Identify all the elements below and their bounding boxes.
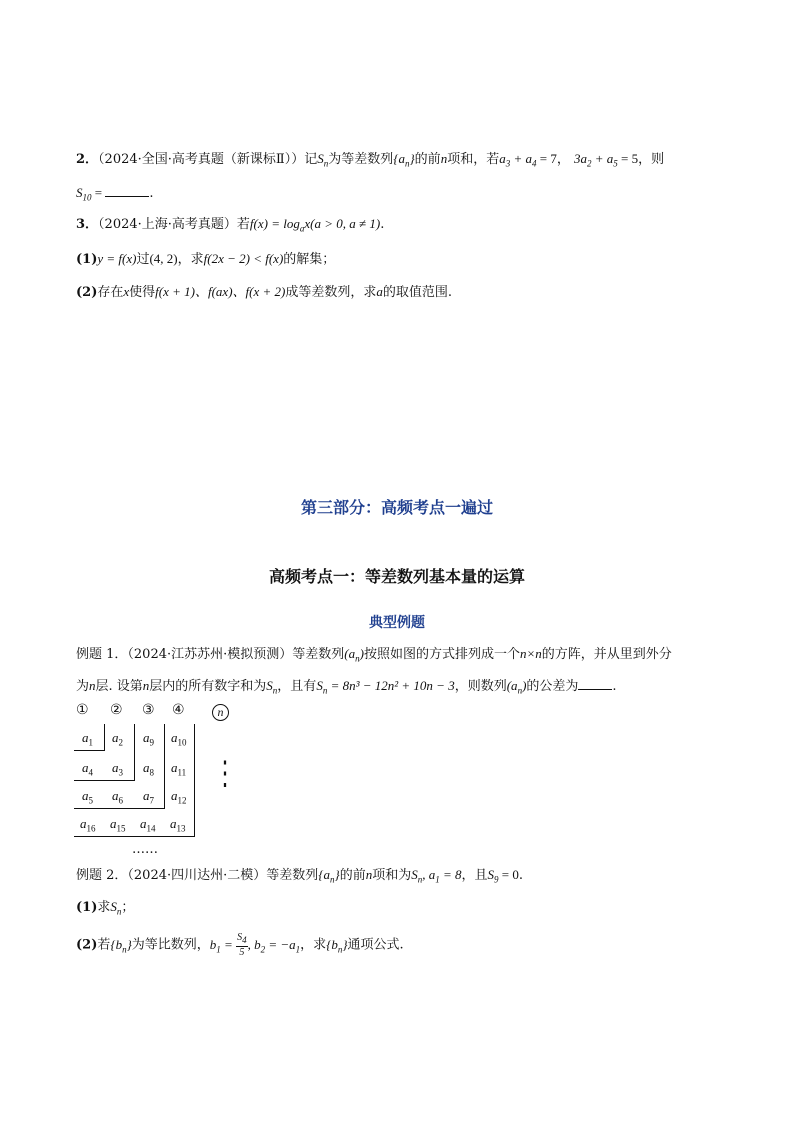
ex1-text: 层内的所有数字和为: [149, 679, 267, 694]
ex1-nn: n×n: [519, 646, 542, 661]
cell-index: 7: [149, 795, 154, 806]
ex1-text: 的公差为: [526, 679, 579, 694]
matrix-cell: $a_{16}$: [80, 816, 96, 834]
ex2-text: 等差数列: [266, 868, 319, 883]
ex2-part1-text: 求: [97, 900, 111, 915]
matrix-figure: [70, 702, 250, 862]
ex2-part2-text: ，求: [300, 937, 327, 953]
q2-text: 的前: [414, 152, 441, 167]
cell-index: 6: [118, 795, 123, 806]
cell-index: 8: [149, 767, 154, 778]
ex2-text: 的前: [339, 868, 366, 883]
matrix-cell: $a_3$: [112, 760, 123, 778]
matrix-cell: $a_2$: [112, 730, 123, 748]
ex1-text: ，且有: [277, 679, 317, 694]
ex2-part2-b1: $b_1$ =: [209, 936, 237, 955]
ex2-eq: = 0: [498, 867, 519, 882]
matrix-cell: $a_6$: [112, 788, 123, 806]
q2-an: $\{a_n\}$: [393, 151, 415, 169]
matrix-cell: $a_1$: [82, 730, 93, 748]
q2-s10-sub: 10: [82, 192, 92, 203]
cell-index: 2: [118, 737, 123, 748]
q3-part1-math: y = f(x): [97, 251, 137, 266]
ex2-part1: [76, 898, 134, 921]
layer2-bottom: [74, 780, 134, 781]
ex1-text: ，则数列: [454, 679, 507, 694]
ex2-part1-sn: $S_n$: [110, 899, 122, 917]
ex1-end: .: [612, 679, 617, 694]
cell-index: 1: [88, 737, 93, 748]
cell-index: 10: [177, 737, 187, 748]
matrix-cell: $a_{10}$: [171, 730, 187, 748]
answer-blank: [578, 677, 612, 690]
q2-end: .: [149, 186, 154, 201]
matrix-cell: $a_{12}$: [171, 788, 187, 806]
ex2-text: ，且: [461, 868, 488, 883]
q2-eq: =: [91, 185, 106, 200]
ex1-sn: $S_n$: [266, 678, 278, 696]
q3-part2-text: 的取值范围.: [382, 285, 452, 300]
layer-label: ④: [172, 702, 185, 718]
ex2-end: .: [518, 868, 523, 883]
ex1-an: $(a_n)$: [506, 678, 527, 696]
matrix-cell: $a_{14}$: [140, 816, 156, 834]
ex2-eq: = 8: [439, 867, 462, 882]
topic-title: 高频考点一：等差数列基本量的运算: [268, 567, 525, 586]
cell-index: 4: [88, 767, 93, 778]
q2-cond1: $a_3 + a_4$: [499, 151, 537, 169]
layer4-right: [194, 724, 195, 837]
layer-label-n: [212, 704, 229, 721]
ex1-eq: = 8n³ − 12n² + 10n − 3: [327, 678, 455, 693]
ex1-line1: [76, 645, 672, 668]
ex1-text: 为: [76, 679, 90, 694]
vertical-ellipsis: ⋮: [214, 755, 236, 793]
ex1-text: 等差数列: [292, 647, 345, 662]
layer4-bottom: [74, 836, 194, 837]
ex1-text: 的方阵，并从里到外分: [541, 647, 672, 662]
ex1-n: n: [142, 678, 150, 693]
layer-label: ②: [110, 702, 123, 718]
q3-part2-math: a: [376, 284, 383, 299]
q2-eq: = 5，则: [617, 151, 665, 166]
q2-line1: [76, 150, 664, 173]
ex2-n: n: [365, 867, 373, 882]
q2-s10: [76, 185, 92, 203]
q3-func-sub: a: [299, 223, 305, 234]
q2-s10-letter: S: [76, 185, 83, 200]
q2-line2: [76, 184, 153, 207]
q2-text: 项和，若: [447, 152, 500, 167]
horizontal-ellipsis: ……: [132, 842, 158, 857]
q3-part2-text: 成等差数列，求: [285, 285, 377, 300]
q3-part2: [76, 283, 452, 302]
q3-part1-text: 过: [136, 252, 150, 267]
ex1-source: （2024·江苏苏州·模拟预测）: [127, 647, 293, 662]
layer3-bottom: [74, 808, 164, 809]
q3-part1-text: ，求: [177, 252, 204, 267]
ex2-part2-b2: , $b_2 = -a_1$: [247, 936, 301, 955]
q3-end: .: [380, 217, 385, 232]
matrix-cell: $a_7$: [143, 788, 154, 806]
ex2-part2-bn: $\{b_n\}$: [326, 936, 348, 955]
cell-index: 15: [116, 823, 126, 834]
q3-part1-label: (1): [76, 252, 98, 267]
layer3-right: [164, 724, 165, 809]
cell-index: 3: [118, 767, 123, 778]
ex2-part2-text: 通项公式.: [347, 937, 404, 953]
cell-index: 14: [146, 823, 156, 834]
q2-number: 2．: [76, 152, 99, 167]
q2-eq: = 7，: [536, 151, 570, 166]
q3-part1-text: 的解集；: [283, 252, 336, 267]
q3-text: 若: [236, 217, 250, 232]
ex2-part1-label: (1): [76, 900, 98, 915]
layer1-right: [104, 724, 105, 751]
ex2-part2-text: 若: [97, 937, 111, 953]
ex1-sn: $S_n$: [316, 678, 328, 696]
q3-func-a: f(x) = log: [249, 216, 300, 231]
ex1-label: 例题 1．: [76, 647, 128, 662]
q3-part2-label: (2): [76, 285, 98, 300]
cell-index: 13: [176, 823, 186, 834]
ex2-line1: [76, 866, 523, 889]
q3-func: [249, 216, 381, 234]
ex2-a1: a: [428, 867, 436, 882]
layer-label: ③: [142, 702, 155, 718]
q3-part2-text: 存在: [97, 285, 124, 300]
answer-blank: [105, 184, 149, 197]
ex2-source: （2024·四川达州·二模）: [127, 868, 267, 883]
q3-part2-math: x: [123, 284, 130, 299]
q3-part2-math: f(x + 1)、f(ax)、f(x + 2): [155, 284, 286, 299]
ex2-part1-end: ；: [121, 900, 135, 915]
layer1-bottom: [74, 750, 104, 751]
q3-part1: [76, 250, 335, 269]
layer-label-n-text: n: [217, 705, 224, 719]
ex1-text: 层. 设第: [95, 679, 143, 694]
ex2-cond: $S_n$, $a_1 = 8$: [411, 867, 462, 885]
ex2-part2-bn: $\{b_n\}$: [110, 936, 132, 955]
q2-text: 为等差数列: [328, 152, 394, 167]
ex1-an: $(a_n)$: [344, 646, 364, 664]
q3-part1-math: f(2x − 2) < f(x): [203, 251, 284, 266]
ex1-text: 按照如图的方式排列成一个: [363, 647, 520, 662]
q3-part1-math: (4, 2): [149, 251, 178, 266]
ex2-s9: $S_9$: [487, 867, 499, 885]
sub-title: 典型例题: [369, 615, 425, 631]
matrix-cell: $a_4$: [82, 760, 93, 778]
matrix-cell: $a_5$: [82, 788, 93, 806]
q2-sn: $S_n$: [317, 151, 329, 169]
q3-source: （2024·上海·高考真题）: [98, 217, 237, 232]
ex2-text: 项和为: [372, 868, 412, 883]
matrix-cell: $a_8$: [143, 760, 154, 778]
cell-index: 5: [88, 795, 93, 806]
q3-func-b: x(a > 0, a ≠ 1): [304, 216, 381, 231]
ex1-line2: [76, 677, 617, 700]
ex2-an: $\{a_n\}$: [318, 867, 340, 885]
cell-index: 11: [177, 767, 187, 778]
ex1-n: n: [89, 678, 96, 693]
matrix-cell: $a_9$: [143, 730, 154, 748]
layer-label: ①: [76, 702, 89, 718]
fraction-s4-over-5: $\frac{S_4}{5}$: [237, 932, 247, 958]
ex2-label: 例题 2．: [76, 868, 128, 883]
cell-index: 12: [177, 795, 187, 806]
cell-index: 9: [149, 737, 154, 748]
ex2-part2: [76, 932, 404, 961]
q2-text: 记: [304, 152, 318, 167]
q2-n: n: [440, 151, 448, 166]
section-title: 第三部分：高频考点一遍过: [300, 498, 493, 517]
q3-line: [76, 215, 384, 238]
layer2-right: [134, 724, 135, 781]
ex2-part2-label: (2): [76, 937, 98, 953]
matrix-cell: $a_{15}$: [110, 816, 126, 834]
matrix-cell: $a_{13}$: [170, 816, 186, 834]
q2-cond2: $3a_2 + a_5$: [573, 151, 618, 169]
q3-part2-text: 使得: [129, 285, 156, 300]
q2-source: （2024·全国·高考真题（新课标Ⅱ））: [98, 152, 305, 167]
q3-number: 3．: [76, 217, 99, 232]
ex2-part2-text: 为等比数列，: [131, 937, 210, 953]
matrix-cell: $a_{11}$: [171, 760, 187, 778]
cell-index: 16: [86, 823, 96, 834]
